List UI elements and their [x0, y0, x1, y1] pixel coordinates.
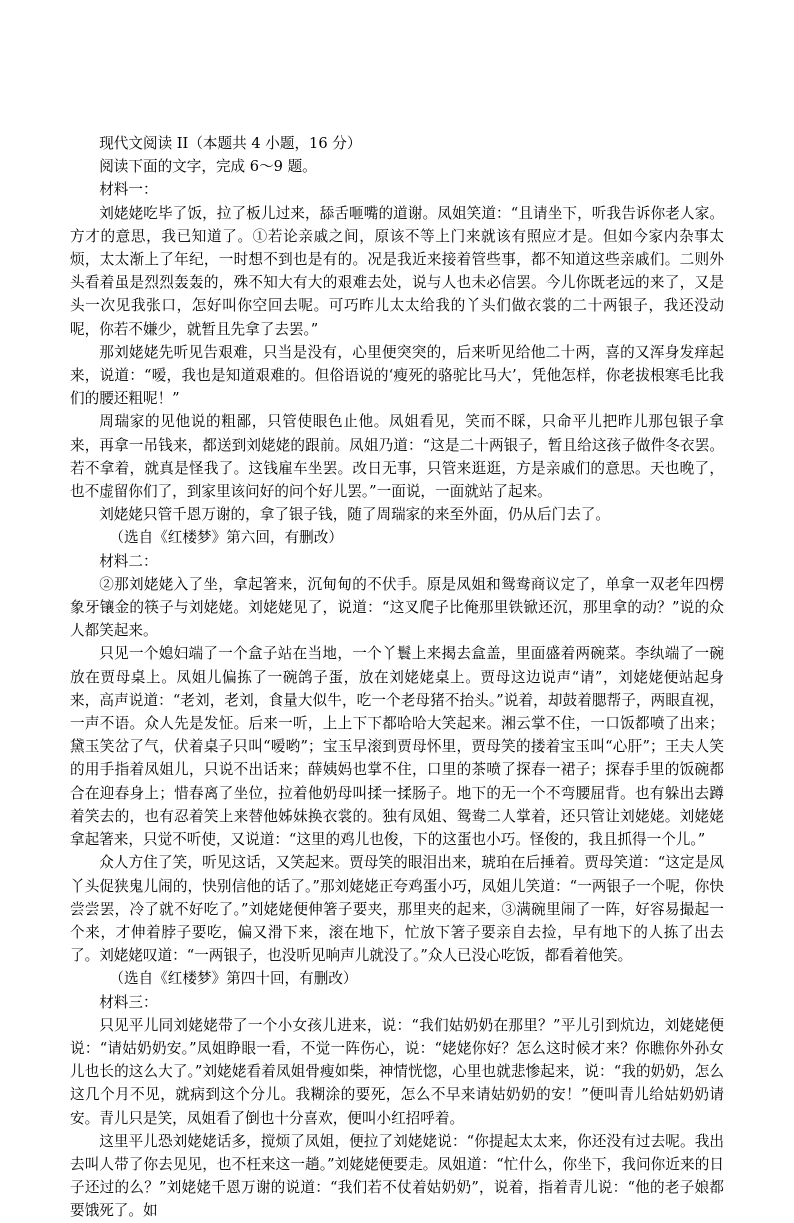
material-1-paragraph: 刘姥姥吃毕了饭，拉了板儿过来，舔舌咂嘴的道谢。凤姐笑道：“且请坐下，听我告诉你老人家。方才的意思，我已知道了。①若论亲戚之间，原该不等上门来就该有照应才是。但如今家内杂事太烦，太太渐上了年纪，一时想不到也是有的。况是我近来接着管些事，都不知道这些亲戚们。二则外头看着虽是烈烈轰轰的，殊不知大有大的艰难去处，说与人也未必信罢。今儿你既老远的来了，又是头一次见我张口，怎好叫你空回去呢。可巧昨儿太太给我的丫头们做衣裳的二十两银子，我还没动呢，你若不嫌少，就暂且先拿了去罢。”	[70, 204, 724, 338]
material-2-paragraph: 众人方住了笑，听见这话，又笑起来。贾母笑的眼泪出来，琥珀在后捶着。贾母笑道：“这定是凤丫头促狭鬼儿闹的，快别信他的话了。”那刘姥姥正夸鸡蛋小巧，凤姐儿笑道：“一两银子一个呢，你快尝尝罢，冷了就不好吃了。”刘姥姥便伸箸子要夹，那里夹的起来，③满碗里闹了一阵，好容易撮起一个来，才伸着脖子要吃，偏又滑下来，滚在地下，忙放下箸子要亲自去捡，早有地下的人拣了出去了。刘姥姥叹道：“一两银子，也没听见响声儿就没了。”众人已没心吃饭，都看着他笑。	[70, 854, 724, 965]
material-3-paragraph: 只见平儿同刘姥姥带了一个小女孩儿进来，说：“我们姑奶奶在那里？”平儿引到炕边，刘姥姥便说：“请姑奶奶安。”凤姐睁眼一看，不觉一阵伤心，说：“姥姥你好？怎么这时候才来？你瞧你外孙女儿也长的这么大了。”刘姥姥看着凤姐骨瘦如柴，神情恍惚，心里也就悲惨起来，说：“我的奶奶，怎么这几个月不见，就病到这个分儿。我糊涂的要死，怎么不早来请姑奶奶的安！”便叫青儿给姑奶奶请安。青儿只是笑，凤姐看了倒也十分喜欢，便叫小红招呼着。	[70, 1016, 724, 1127]
material-1-paragraph: 刘姥姥只管千恩万谢的，拿了银子钱，随了周瑞家的来至外面，仍从后门去了。	[99, 506, 610, 524]
material-3-paragraph: 这里平儿恐刘姥姥话多，搅烦了凤姐，便拉了刘姥姥说：“你提起太太来，你还没有过去呢。我出去叫人带了你去见见，也不枉来这一趟。”刘姥姥便要走。凤姐道：“忙什么，你坐下，我问你近来的日子还过的么？”刘姥姥千恩万谢的说道：“我们若不仗着姑奶奶”，说着，指着青儿说：“他的老子娘都要饿死了。如	[70, 1132, 724, 1220]
instruction: 阅读下面的文字，完成 6～9 题。	[99, 158, 317, 176]
material-2-paragraph: 只见一个媳妇端了一个盒子站在当地，一个丫鬟上来揭去盒盖，里面盛着两碗菜。李纨端了一碗放在贾母桌上。凤姐儿偏拣了一碗鸽子蛋，放在刘姥姥桌上。贾母这边说声“请”，刘姥姥便站起身来，高声说道：“老刘，老刘，食量大似牛，吃一个老母猪不抬头。”说着，却鼓着腮帮子，两眼直视，一声不语。众人先是发怔。后来一听，上上下下都哈哈大笑起来。湘云掌不住，一口饭都喷了出来；黛玉笑岔了气，伏着桌子只叫“嗳哟”；宝玉早滚到贾母怀里，贾母笑的搂着宝玉叫“心肝”；王夫人笑的用手指着凤姐儿，只说不出话来；薛姨妈也掌不住，口里的茶喷了探春一裙子；探春手里的饭碗都合在迎春身上；惜春离了坐位，拉着他奶母叫揉一揉肠子。地下的无一个不弯腰屈背。也有躲出去蹲着笑去的，也有忍着笑上来替他姊妹换衣裳的。独有凤姐、鸳鸯二人掌着，还只管让刘姥姥。刘姥姥拿起箸来，只觉不听使，又说道：“这里的鸡儿也俊，下的这蛋也小巧。怪俊的，我且抓得一个儿。”	[70, 645, 724, 849]
material-1-label: 材料一：	[99, 181, 158, 199]
material-2-paragraph: ②那刘姥姥入了坐，拿起箸来，沉甸甸的不伏手。原是凤姐和鸳鸯商议定了，单拿一双老年四楞象牙镶金的筷子与刘姥姥。刘姥姥见了，说道：“这叉爬子比俺那里铁锨还沉，那里拿的动？”说的众人都笑起来。	[70, 575, 724, 640]
material-1-paragraph: 那刘姥姥先听见告艰难，只当是没有，心里便突突的，后来听见给他二十两，喜的又浑身发痒起来，说道：“嗳，我也是知道艰难的。但俗语说的‘瘦死的骆驼比马大’，凭他怎样，你老拔根寒毛比我们的腰还粗呢！”	[70, 343, 724, 408]
material-3-label: 材料三：	[99, 993, 158, 1011]
section-title: 现代文阅读 II（本题共 4 小题，16 分）	[99, 135, 362, 152]
material-2-source: （选自《红楼梦》第四十回，有删改）	[109, 970, 358, 988]
material-2-label: 材料二：	[99, 552, 158, 570]
material-1-source: （选自《红楼梦》第六回，有删改）	[109, 529, 343, 547]
material-1-paragraph: 周瑞家的见他说的粗鄙，只管使眼色止他。凤姐看见，笑而不睬，只命平儿把昨儿那包银子拿来，再拿一吊钱来，都送到刘姥姥的跟前。凤姐乃道：“这是二十两银子，暂且给这孩子做件冬衣罢。若不拿着，就真是怪我了。这钱雇车坐罢。改日无事，只管来逛逛，方是亲戚们的意思。天也晚了，也不虚留你们了，到家里该问好的问个好儿罢。”一面说，一面就站了起来。	[70, 413, 724, 501]
